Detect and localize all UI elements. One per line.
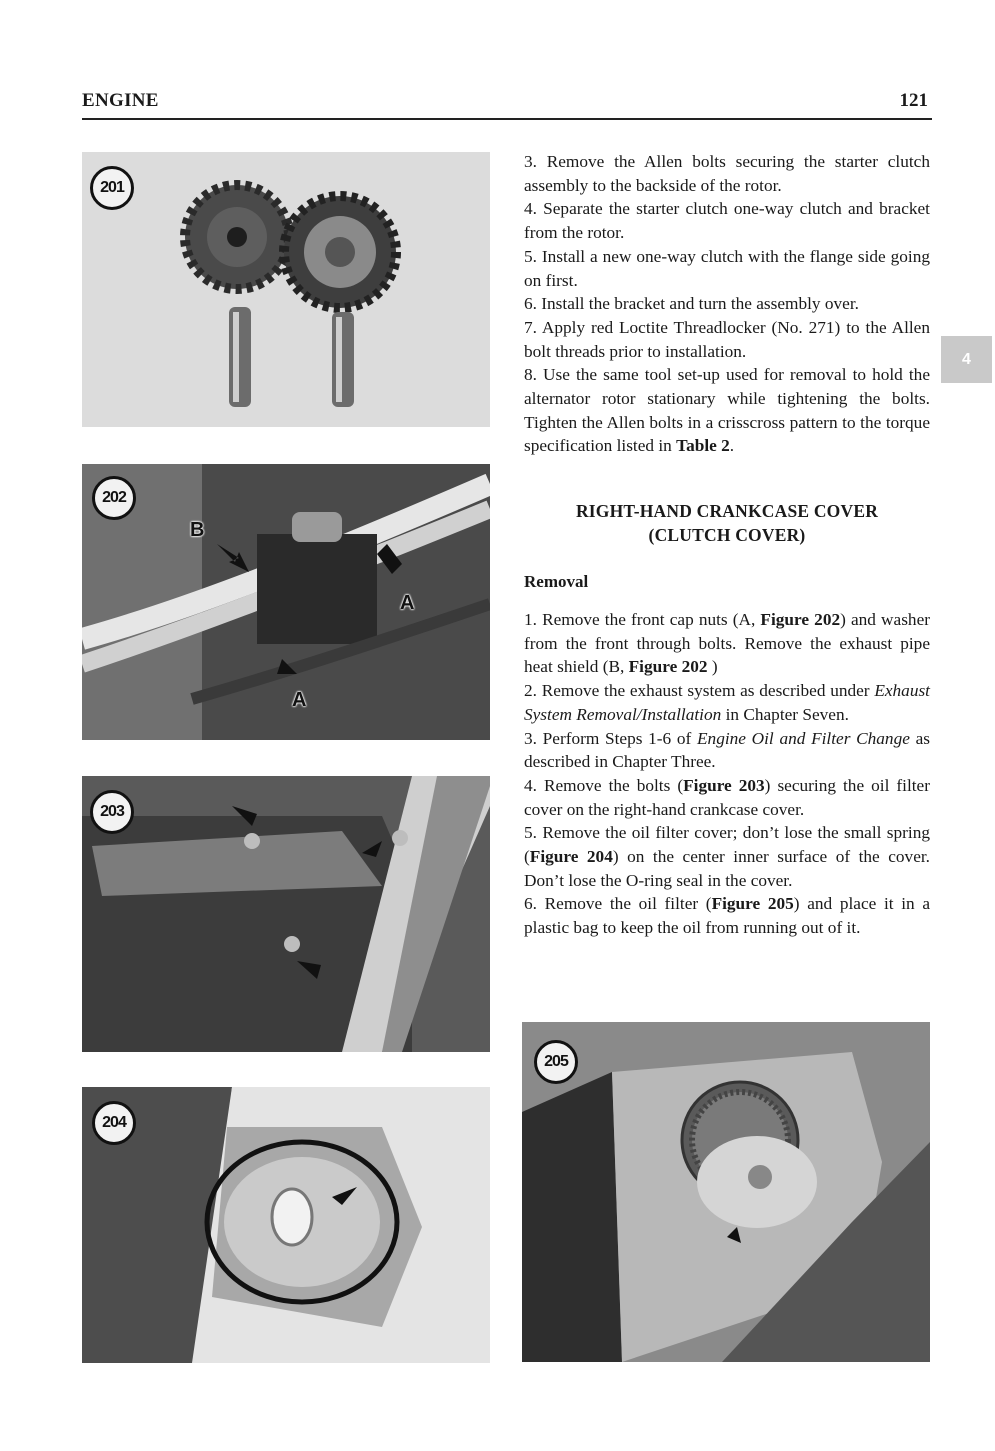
removal-step-3: 3. Perform Steps 1-6 of Engine Oil and Filter Change as described in Chapter Three. [524, 728, 930, 772]
removal-steps [524, 608, 930, 940]
section-heading-line1: RIGHT-HAND CRANKCASE COVER [575, 501, 879, 521]
page-number: 121 [899, 90, 928, 111]
figure-204-label: 204 [92, 1101, 136, 1145]
section-heading-line2: (CLUTCH COVER) [648, 524, 806, 545]
removal-step-5: 5. Remove the oil filter cover; don’t lose the small spring (Figure 204) on the center inner surface of the cover. Don’t lose the O-ring seal in the cover. [524, 823, 930, 890]
figure-201-photo [82, 152, 490, 427]
removal-subheading: Removal [524, 572, 589, 591]
step-4: 4. Separate the starter clutch one-way clutch and bracket from the rotor. [524, 199, 930, 243]
step-8: 8. Use the same tool set-up used for removal to hold the alternator rotor stationary while tightening the bolts. Tighten the Allen bolts in a crisscross pattern to the torque specification listed in Table 2. [524, 365, 930, 456]
callout-a-bottom: A [292, 689, 307, 711]
removal-step-1: 1. Remove the front cap nuts (A, Figure 202) and washer from the front through bolts. Remove the exhaust pipe heat shield (B, Figure 202 ) [524, 610, 930, 677]
removal-step-6: 6. Remove the oil filter (Figure 205) and place it in a plastic bag to keep the oil from running out of it. [524, 894, 930, 938]
callout-b: B [190, 519, 205, 541]
figure-205-label: 205 [534, 1040, 578, 1084]
figure-203-photo [82, 776, 490, 1052]
figure-203-label: 203 [90, 790, 134, 834]
running-head [82, 88, 932, 120]
figure-204-photo [82, 1087, 490, 1363]
step-7: 7. Apply red Loctite Threadlocker (No. 271) to the Allen bolt threads prior to installation. [524, 317, 930, 361]
figure-202-photo [82, 464, 490, 740]
step-5: 5. Install a new one-way clutch with the flange side going on first. [524, 246, 930, 290]
figure-202-label: 202 [92, 476, 136, 520]
starter-clutch-steps [524, 150, 930, 458]
step-3: 3. Remove the Allen bolts securing the starter clutch assembly to the backside of the rotor. [524, 152, 930, 195]
removal-step-2: 2. Remove the exhaust system as described under Exhaust System Removal/Installation in Chapter Seven. [524, 681, 930, 724]
figure-205-photo [522, 1022, 930, 1362]
table-reference: Table 2 [676, 436, 730, 456]
step-6: 6. Install the bracket and turn the assembly over. [524, 294, 859, 314]
removal-step-4: 4. Remove the bolts (Figure 203) securing the oil filter cover on the right-hand crankcase cover. [524, 775, 930, 819]
chapter-tab: 4 [941, 336, 992, 383]
callout-a-right: A [400, 592, 415, 614]
figure-201-label: 201 [90, 166, 134, 210]
section-heading [524, 500, 930, 547]
section-name: ENGINE [82, 90, 159, 111]
